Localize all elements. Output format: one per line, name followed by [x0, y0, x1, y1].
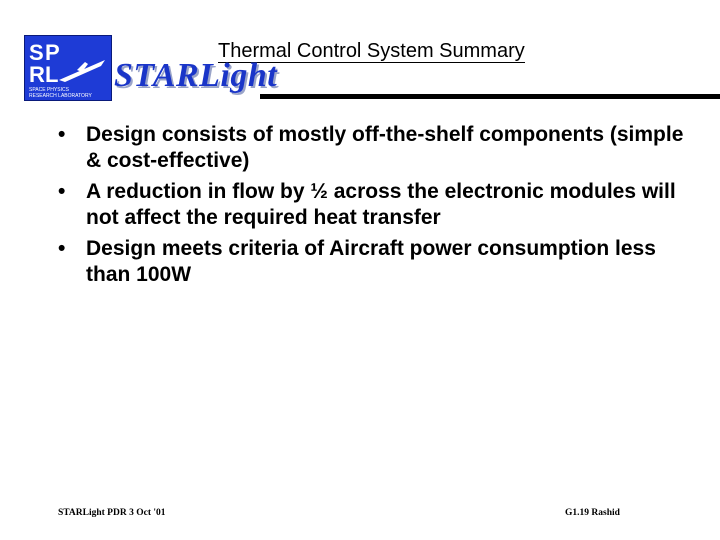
logo-caption-line-1: SPACE PHYSICS	[29, 87, 69, 93]
bullet-marker: •	[58, 123, 66, 146]
logo-caption-line-2: RESEARCH LABORATORY	[29, 93, 92, 99]
bullet-marker: •	[58, 237, 66, 260]
footer-left: STARLight PDR 3 Oct '01	[58, 508, 166, 518]
brand-title: STARLight	[114, 57, 278, 94]
bullet-list	[58, 122, 698, 293]
slide-title: Thermal Control System Summary	[218, 40, 525, 62]
bullet-item	[58, 236, 698, 288]
bullet-text: Design consists of mostly off-the-shelf components (simple & cost-effective)	[86, 123, 684, 172]
sprl-logo-graphic	[25, 36, 111, 100]
bullet-item	[58, 122, 698, 174]
bullet-text: A reduction in flow by ½ across the electronic modules will not affect the required heat transfer	[86, 180, 676, 229]
footer-right: G1.19 Rashid	[565, 508, 620, 518]
bullet-item	[58, 179, 698, 231]
sprl-logo	[24, 35, 112, 101]
logo-letter-s: S	[29, 40, 44, 65]
logo-letter-r: R	[29, 62, 45, 87]
header-rule	[260, 94, 720, 99]
logo-letter-l: L	[45, 62, 59, 87]
bullet-marker: •	[58, 180, 66, 203]
logo-letter-p: P	[45, 40, 60, 65]
bullet-text: Design meets criteria of Aircraft power consumption less than 100W	[86, 237, 656, 286]
